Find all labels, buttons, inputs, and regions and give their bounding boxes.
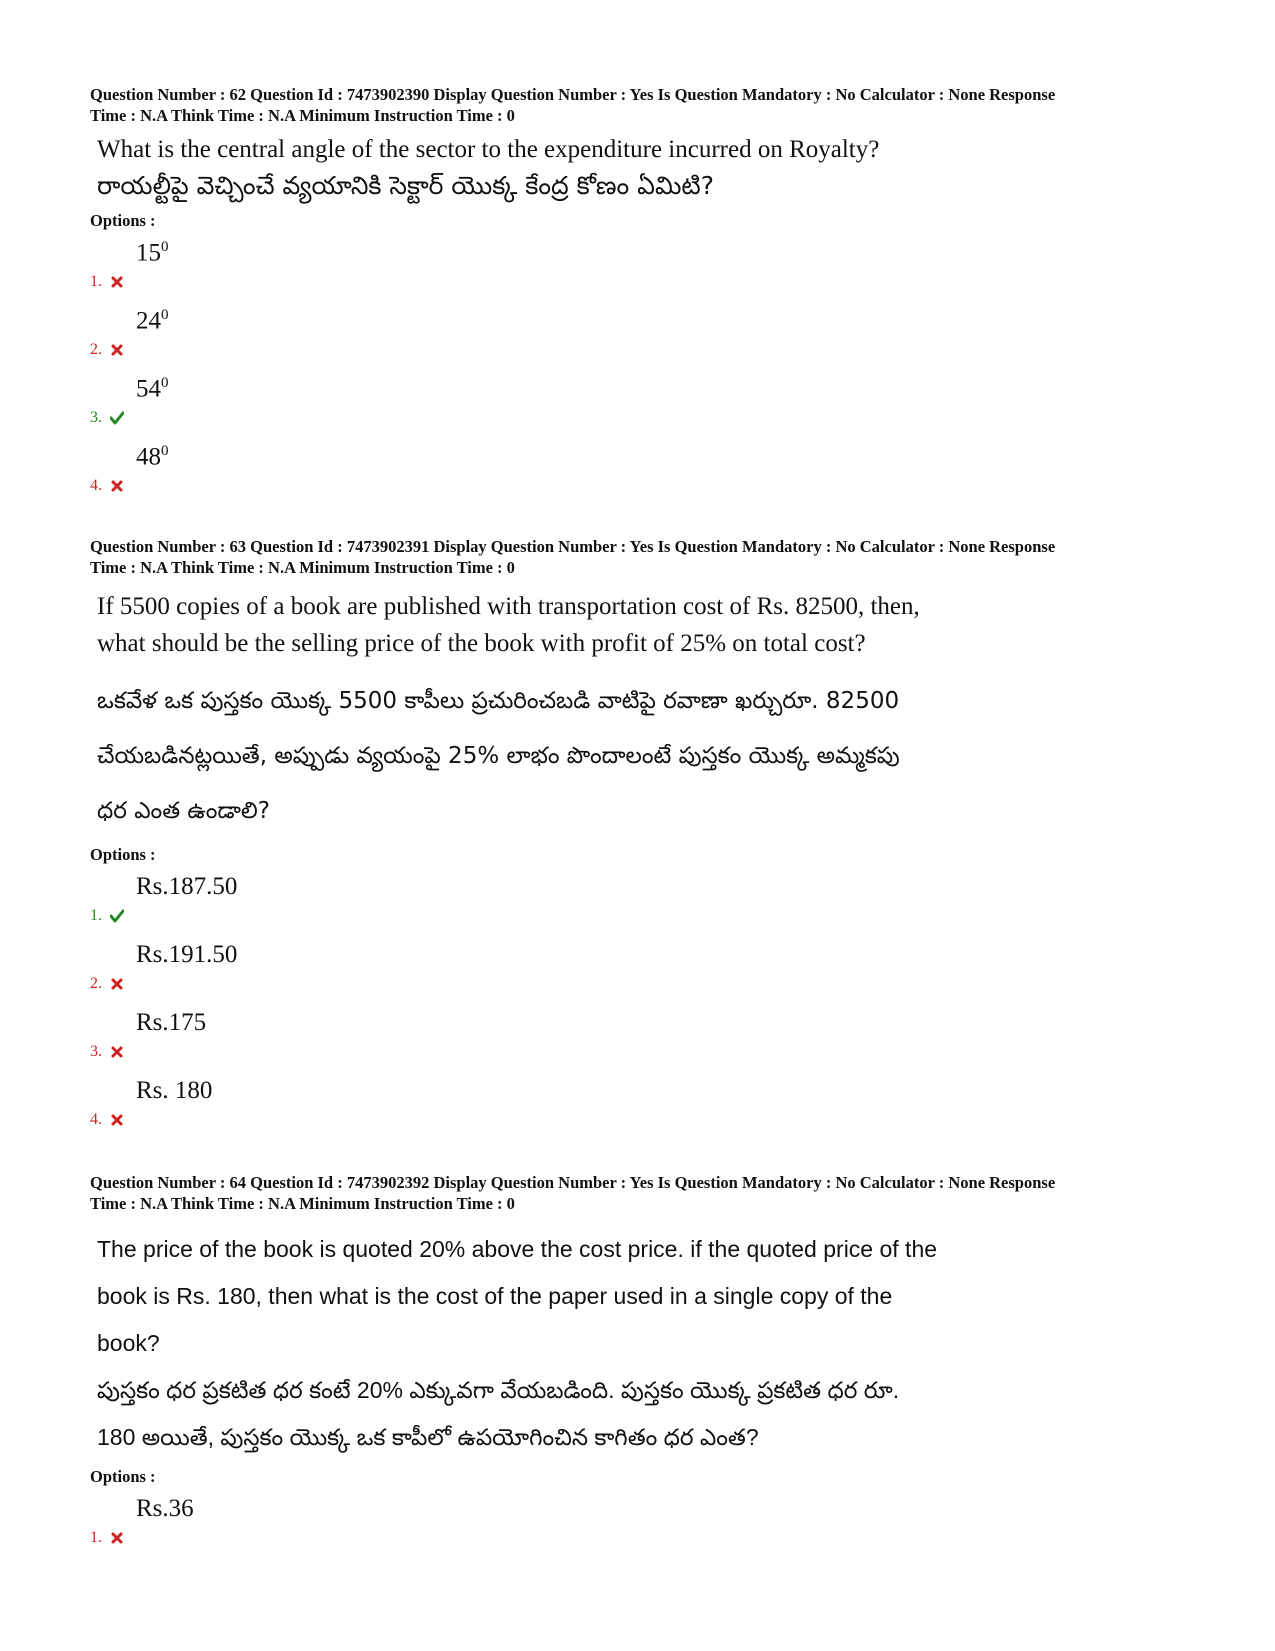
option-4 [90,1069,1190,1137]
option-text: $54^0$ [136,375,169,403]
question-meta-line1: Question Number : 64 Question Id : 7473902392 Display Question Number : Yes Is Question Mandatory : No Calculator : None Response [90,1173,1056,1192]
option-2 [90,299,1190,367]
question-stem-te-line3: ధర ఎంత ఉండాలి? [97,798,270,824]
options-label: Options : [90,211,156,230]
question-stem-en-line1: If 5500 copies of a book are published with transportation cost of Rs. 82500, then, [97,593,920,620]
question-stem-te [97,674,1190,839]
wrong-mark-icon [110,1045,124,1059]
options-label: Options : [90,845,156,864]
option-text: Rs.191.50 [136,941,238,968]
option-3 [90,367,1190,435]
question-stem-te: రాయల్టీపై వెచ్చించే వ్యయానికి సెక్టార్ యొక్క కేంద్ర కోణం ఏమిటి? [97,171,714,200]
option-number: 1. [90,273,102,290]
question-63 [90,536,1190,1137]
question-meta [90,1172,1190,1214]
question-meta-line2: Time : N.A Think Time : N.A Minimum Instruction Time : 0 [90,558,515,577]
question-stem-te-line2: చేయబడినట్లయితే, అప్పుడు వ్యయంపై 25% లాభం పొందాలంటే పుస్తకం యొక్క అమ్మకపు [97,743,900,769]
question-stem-te-line1: పుస్తకం ధర ప్రకటిత ధర కంటే 20% ఎక్కువగా వేయబడింది. పుస్తకం యొక్క ప్రకటిత ధర రూ. [97,1377,900,1403]
question-stem-en-line3: book? [97,1330,160,1356]
wrong-mark-icon [110,1531,124,1545]
question-stem-en-line2: what should be the selling price of the book with profit of 25% on total cost? [97,630,866,657]
question-stem-te-line2: 180 అయితే, పుస్తకం యొక్క ఒక కాపీలో ఉపయోగించిన కాగితం ధర ఎంత? [97,1424,759,1450]
option-3 [90,1001,1190,1069]
options-label: Options : [90,1467,156,1486]
question-stem-en [97,588,1190,662]
question-meta [90,84,1190,126]
question-64 [90,1172,1190,1555]
check-mark-icon [110,411,124,425]
option-text: Rs.36 [136,1495,194,1522]
question-62 [90,84,1190,503]
wrong-mark-icon [110,977,124,991]
question-meta-line1: Question Number : 63 Question Id : 7473902391 Display Question Number : Yes Is Question Mandatory : No Calculator : None Response [90,537,1056,556]
wrong-mark-icon [110,275,124,289]
question-stem-en-line2: book is Rs. 180, then what is the cost of the paper used in a single copy of the [97,1283,893,1309]
question-stem [97,1226,1190,1461]
option-1 [90,865,1190,933]
option-2 [90,933,1190,1001]
option-number: 3. [90,409,102,426]
question-meta-line2: Time : N.A Think Time : N.A Minimum Instruction Time : 0 [90,106,515,125]
option-number: 4. [90,1111,102,1128]
wrong-mark-icon [110,479,124,493]
option-text: Rs.175 [136,1009,207,1036]
option-text: $15^0$ [136,239,169,267]
option-number: 3. [90,1043,102,1060]
question-stem-en-line1: The price of the book is quoted 20% above the cost price. if the quoted price of the [97,1236,938,1262]
option-1 [90,1487,1190,1555]
option-4 [90,435,1190,503]
option-text: $48^0$ [136,443,169,471]
wrong-mark-icon [110,1113,124,1127]
question-meta-line1: Question Number : 62 Question Id : 7473902390 Display Question Number : Yes Is Question Mandatory : No Calculator : None Response [90,85,1056,104]
option-number: 4. [90,477,102,494]
question-stem [97,132,1190,205]
option-number: 1. [90,1529,102,1546]
option-text: $24^0$ [136,307,169,335]
wrong-mark-icon [110,343,124,357]
option-text: Rs. 180 [136,1077,213,1104]
question-stem-te-line1: ఒకవేళ ఒక పుస్తకం యొక్క 5500 కాపీలు ప్రచురించబడి వాటిపై రవాణా ఖర్చురూ. 82500 [97,688,900,714]
option-text: Rs.187.50 [136,873,238,900]
option-number: 2. [90,975,102,992]
question-stem-en: What is the central angle of the sector to the expenditure incurred on Royalty? [97,136,880,163]
check-mark-icon [110,909,124,923]
option-number: 2. [90,341,102,358]
question-meta [90,536,1190,578]
option-1 [90,231,1190,299]
option-number: 1. [90,907,102,924]
question-meta-line2: Time : N.A Think Time : N.A Minimum Instruction Time : 0 [90,1194,515,1213]
